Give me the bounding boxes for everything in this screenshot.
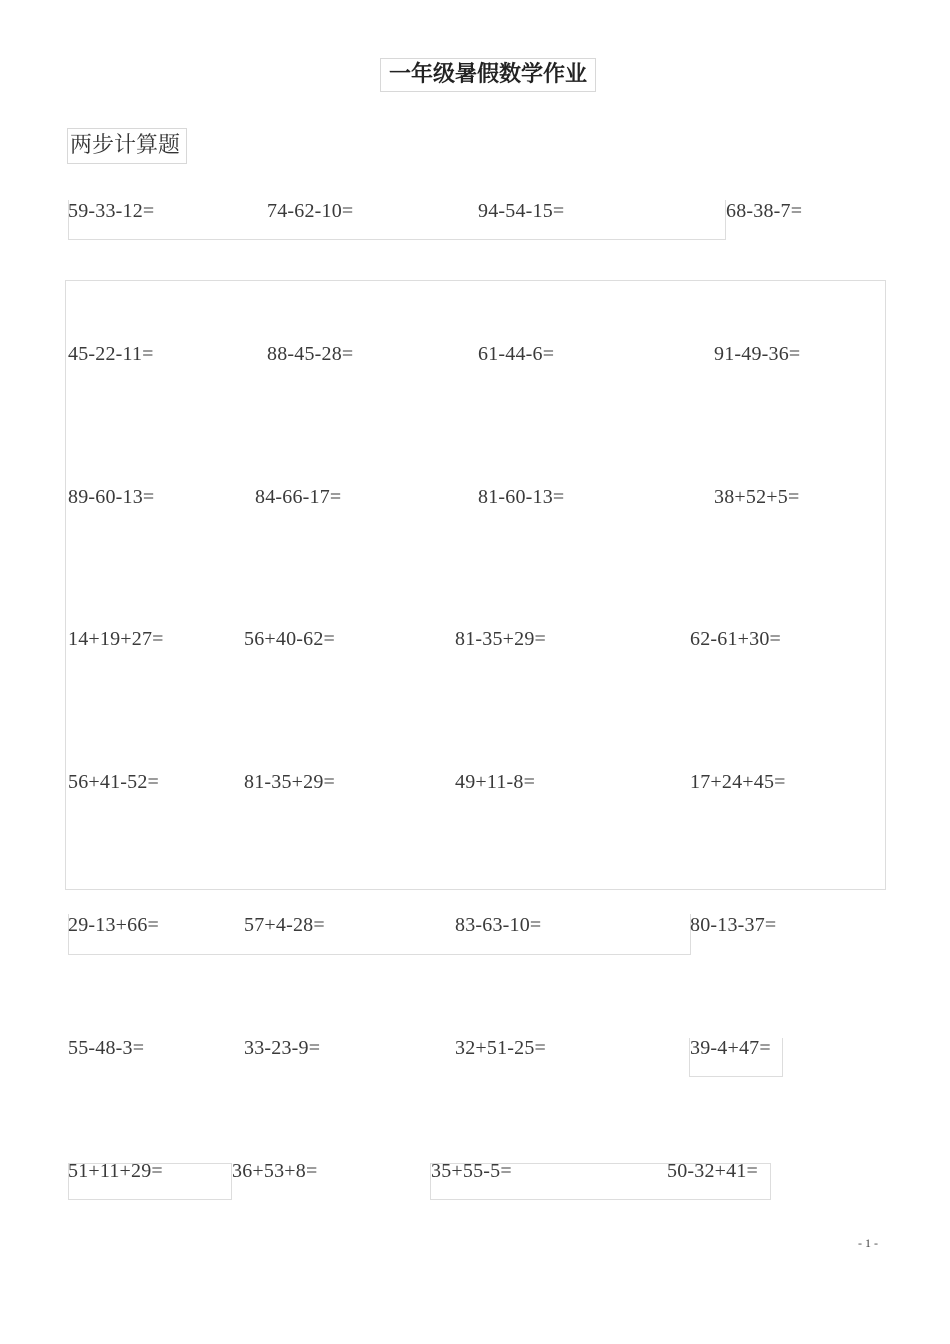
problem-r4-c4: 62-61+30=: [690, 628, 782, 650]
problem-r6-c4: 80-13-37=: [690, 914, 777, 936]
problem-r1-c2: 74-62-10=: [267, 200, 354, 222]
frame-row-1: [68, 200, 726, 240]
problem-r8-c3: 35+55-5=: [431, 1160, 512, 1182]
problem-r6-c2: 57+4-28=: [244, 914, 325, 936]
problem-r3-c1: 89-60-13=: [68, 486, 155, 508]
problem-r5-c2: 81-35+29=: [244, 771, 336, 793]
frame-row-6: [68, 914, 691, 955]
problem-r3-c4: 38+52+5=: [714, 486, 800, 508]
problem-r7-c4: 39-4+47=: [690, 1037, 771, 1059]
problem-r4-c3: 81-35+29=: [455, 628, 547, 650]
problem-r1-c4: 68-38-7=: [726, 200, 803, 222]
problem-r5-c4: 17+24+45=: [690, 771, 786, 793]
problem-r5-c3: 49+11-8=: [455, 771, 536, 793]
problem-r2-c2: 88-45-28=: [267, 343, 354, 365]
problem-r7-c2: 33-23-9=: [244, 1037, 321, 1059]
page-title: 一年级暑假数学作业: [380, 58, 596, 92]
problem-r2-c1: 45-22-11=: [68, 343, 154, 365]
problem-r6-c3: 83-63-10=: [455, 914, 542, 936]
problem-r4-c1: 14+19+27=: [68, 628, 164, 650]
problem-r1-c1: 59-33-12=: [68, 200, 155, 222]
problem-r8-c4: 50-32+41=: [667, 1160, 759, 1182]
problem-r2-c3: 61-44-6=: [478, 343, 555, 365]
problem-r2-c4: 91-49-36=: [714, 343, 801, 365]
page-number: - 1 -: [858, 1236, 878, 1250]
section-title: 两步计算题: [67, 128, 187, 164]
problem-r8-c1: 51+11+29=: [68, 1160, 163, 1182]
problem-r3-c2: 84-66-17=: [255, 486, 342, 508]
problem-r3-c3: 81-60-13=: [478, 486, 565, 508]
problem-r1-c3: 94-54-15=: [478, 200, 565, 222]
problem-r5-c1: 56+41-52=: [68, 771, 160, 793]
problem-r8-c2: 36+53+8=: [232, 1160, 318, 1182]
problem-r7-c3: 32+51-25=: [455, 1037, 547, 1059]
frame-block-main: [65, 280, 886, 890]
problem-r6-c1: 29-13+66=: [68, 914, 160, 936]
problem-r4-c2: 56+40-62=: [244, 628, 336, 650]
problem-r7-c1: 55-48-3=: [68, 1037, 145, 1059]
